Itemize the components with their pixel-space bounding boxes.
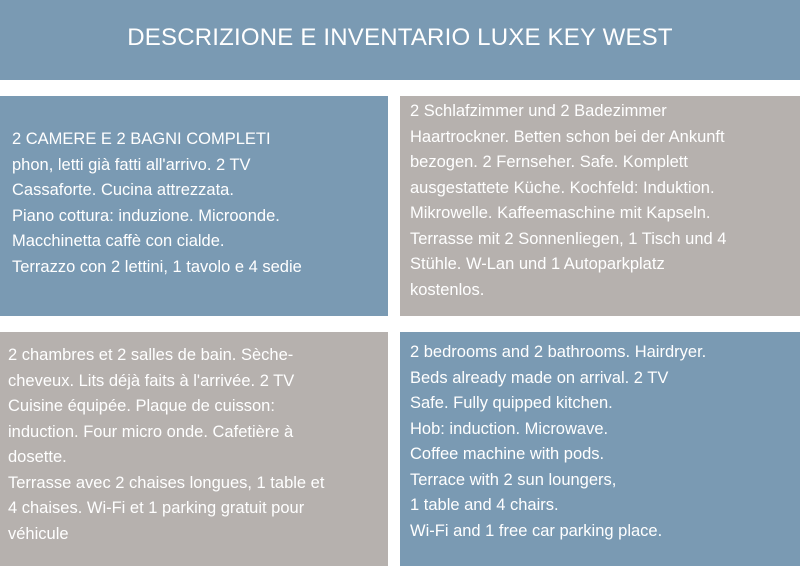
description-line: Piano cottura: induzione. Microonde. [12, 206, 280, 225]
description-line: kostenlos. [410, 280, 485, 299]
english-description-panel [400, 332, 800, 566]
description-line: 2 CAMERE E 2 BAGNI COMPLETI [12, 130, 271, 148]
description-line: cheveux. Lits déjà faits à l'arrivée. 2 TV [8, 371, 295, 390]
italian-description-panel [0, 96, 388, 316]
description-line: Terrace with 2 sun loungers, [410, 470, 617, 489]
description-line: induction. Four micro onde. Cafetière à [8, 422, 294, 441]
description-line: Macchinetta caffè con cialde. [12, 232, 225, 250]
description-line: Mikrowelle. Kaffeemaschine mit Kapseln. [410, 204, 711, 222]
description-line: 1 table and 4 chairs. [410, 496, 559, 514]
description-line: bezogen. 2 Fernseher. Safe. Komplett [410, 153, 688, 171]
description-line: Cassaforte. Cucina attrezzata. [12, 181, 234, 199]
description-line: 2 bedrooms and 2 bathrooms. Hairdryer. [410, 343, 707, 361]
description-line: Haartrockner. Betten schon bei der Ankunft [410, 127, 725, 146]
german-description-panel [400, 96, 800, 316]
description-line: véhicule [8, 524, 69, 543]
description-line: 2 chambres et 2 salles de bain. Sèche- [8, 346, 294, 364]
description-line: dosette. [8, 448, 67, 466]
description-line: Stühle. W-Lan und 1 Autoparkplatz [410, 255, 665, 273]
description-line: ausgestattete Küche. Kochfeld: Induktion. [410, 178, 715, 197]
description-line: 4 chaises. Wi-Fi et 1 parking gratuit pour [8, 499, 305, 517]
description-line: phon, letti già fatti all'arrivo. 2 TV [12, 155, 251, 174]
page-title: DESCRIZIONE E INVENTARIO LUXE KEY WEST [127, 24, 673, 51]
description-line: Hob: induction. Microwave. [410, 419, 609, 438]
description-line: Terrasse mit 2 Sonnenliegen, 1 Tisch und 4 [410, 229, 727, 248]
description-line: Safe. Fully quipped kitchen. [410, 394, 613, 412]
description-line: Beds already made on arrival. 2 TV [410, 368, 669, 387]
description-line: Wi-Fi and 1 free car parking place. [410, 521, 663, 540]
description-line: Coffee machine with pods. [410, 445, 605, 463]
header-banner [0, 0, 800, 80]
description-line: Cuisine équipée. Plaque de cuisson: [8, 397, 275, 415]
description-line: 2 Schlafzimmer und 2 Badezimmer [410, 102, 667, 120]
description-line: Terrazzo con 2 lettini, 1 tavolo e 4 sedie [12, 257, 302, 276]
french-description-panel [0, 332, 388, 566]
description-line: Terrasse avec 2 chaises longues, 1 table et [8, 473, 325, 492]
